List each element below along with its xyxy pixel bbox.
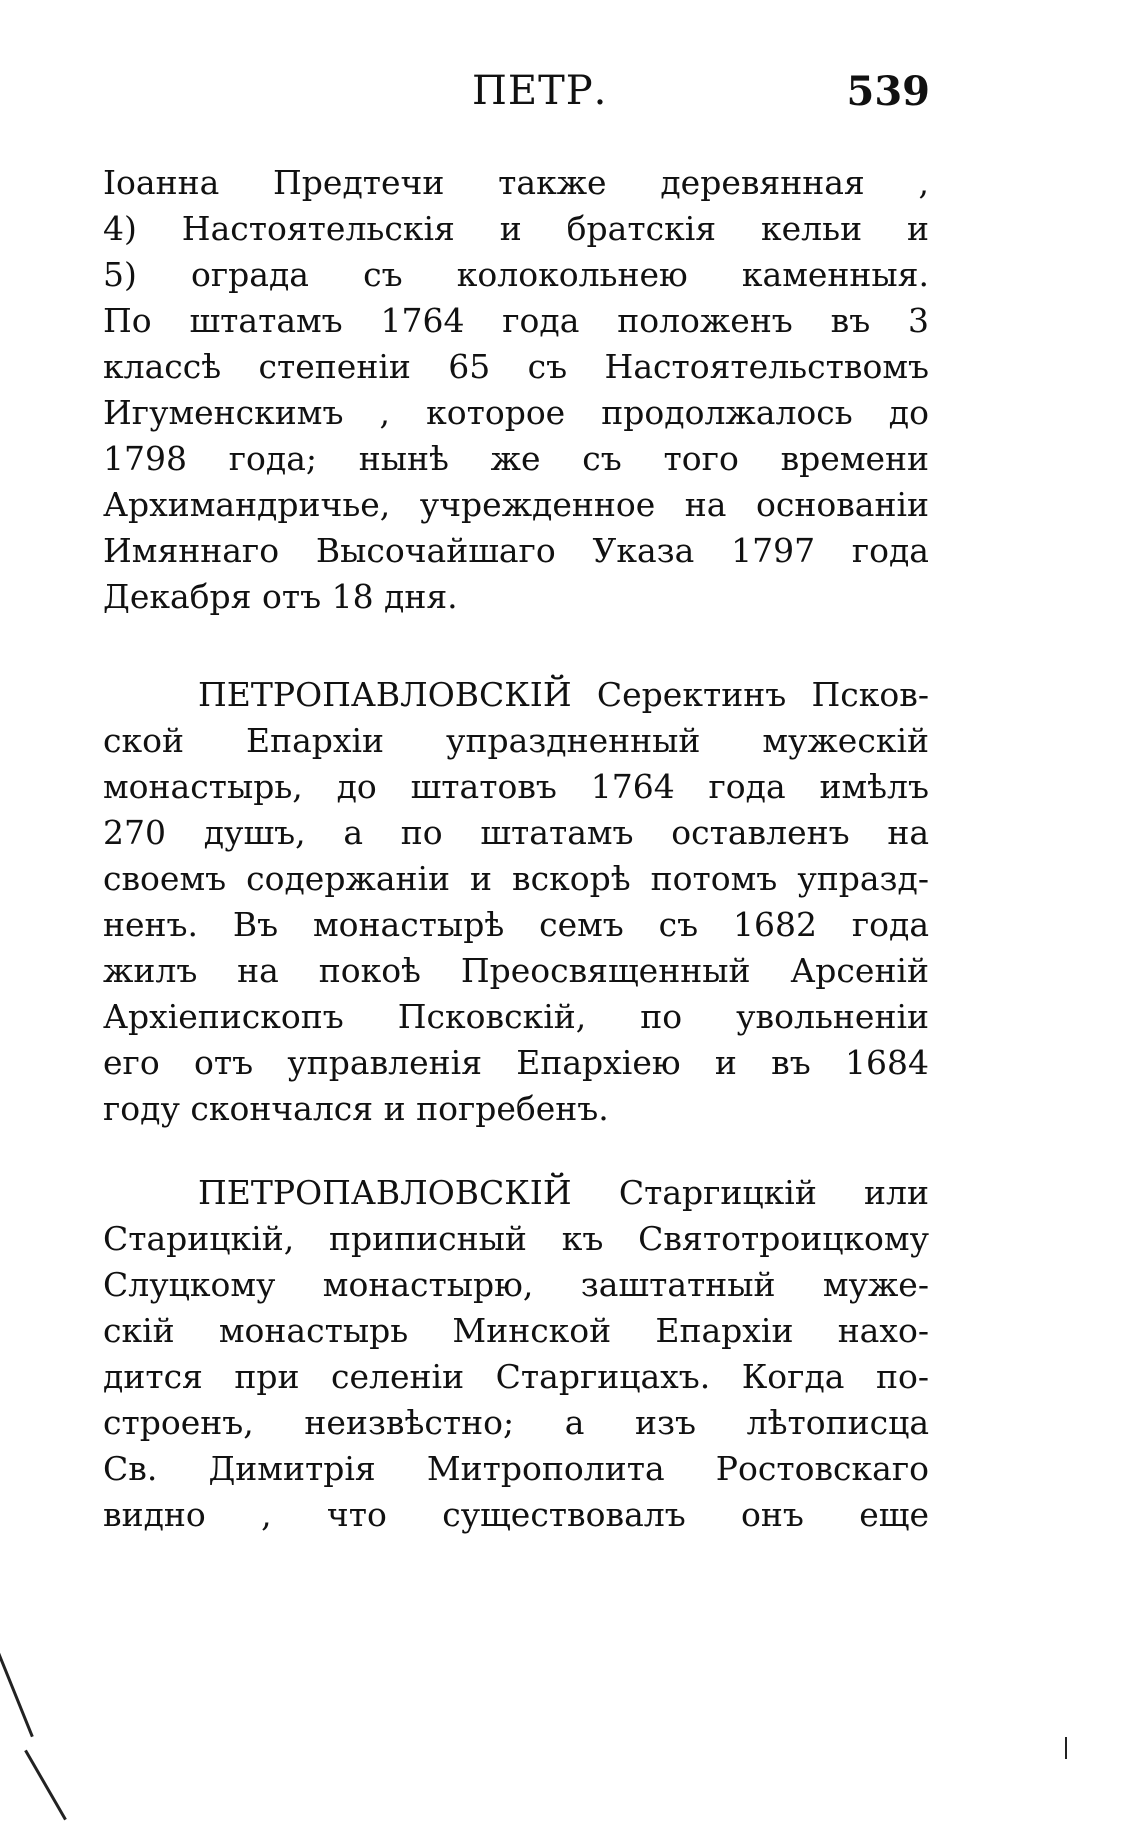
text-line: Архимандричье, учрежденное на основаніи [103, 485, 929, 524]
text-line: 5) ограда съ колокольнею каменныя. [103, 255, 929, 294]
text-line: Старицкій, приписный къ Святотроицкому [103, 1219, 929, 1258]
scan-artifact-mark [1065, 1737, 1067, 1759]
entry-heading-line: ПЕТРОПАВЛОВСКІЙ Старгицкій или [198, 1173, 929, 1212]
text-line: 270 душъ, а по штатамъ оставленъ на [103, 813, 929, 852]
text-line: классѣ степеніи 65 съ Настоятельствомъ [103, 347, 929, 386]
text-line: Архіепископъ Псковскій, по увольненіи [103, 997, 929, 1036]
text-line: Декабря отъ 18 дня. [103, 577, 458, 616]
running-head-title: ПЕТР. [472, 68, 608, 114]
text-line: монастырь, до штатовъ 1764 года имѣлъ [103, 767, 929, 806]
text-line: строенъ, неизвѣстно; а изъ лѣтописца [103, 1403, 929, 1442]
text-line: Слуцкому монастырю, заштатный муже- [103, 1265, 929, 1304]
text-line: Іоанна Предтечи также деревянная , [103, 163, 929, 202]
text-line: дится при селеніи Старгицахъ. Когда по- [103, 1357, 929, 1396]
text-line: Игуменскимъ , которое продолжалось до [103, 393, 929, 432]
text-line: 1798 года; нынѣ же съ того времени [103, 439, 929, 478]
entry-heading-line: ПЕТРОПАВЛОВСКІЙ Серектинъ Псков- [198, 675, 929, 714]
text-line: 4) Настоятельскія и братскія кельи и [103, 209, 929, 248]
text-line: его отъ управленія Епархіею и въ 1684 [103, 1043, 929, 1082]
text-line: Св. Димитрія Митрополита Ростовскаго [103, 1449, 929, 1488]
scan-artifact-mark [24, 1750, 67, 1821]
running-head [100, 68, 930, 128]
paragraph-continuation [103, 160, 929, 620]
scan-artifact-mark [0, 1653, 34, 1738]
text-line: ской Епархіи упраздненный мужескій [103, 721, 929, 760]
text-line: видно , что существовалъ онъ еще [103, 1495, 929, 1534]
text-line: Имяннаго Высочайшаго Указа 1797 года [103, 531, 929, 570]
entry-petropavlovsky-startsitsky [103, 1170, 929, 1538]
text-line: своемъ содержаніи и вскорѣ потомъ упразд- [103, 859, 929, 898]
text-line: жилъ на покоѣ Преосвященный Арсеній [103, 951, 929, 990]
text-line: ненъ. Въ монастырѣ семъ съ 1682 года [103, 905, 929, 944]
text-line: скій монастырь Минской Епархіи нахо- [103, 1311, 929, 1350]
entry-petropavlovsky-serektin [103, 672, 929, 1132]
text-line: По штатамъ 1764 года положенъ въ 3 [103, 301, 929, 340]
page-number: 539 [846, 68, 930, 115]
text-line: году скончался и погребенъ. [103, 1089, 609, 1128]
